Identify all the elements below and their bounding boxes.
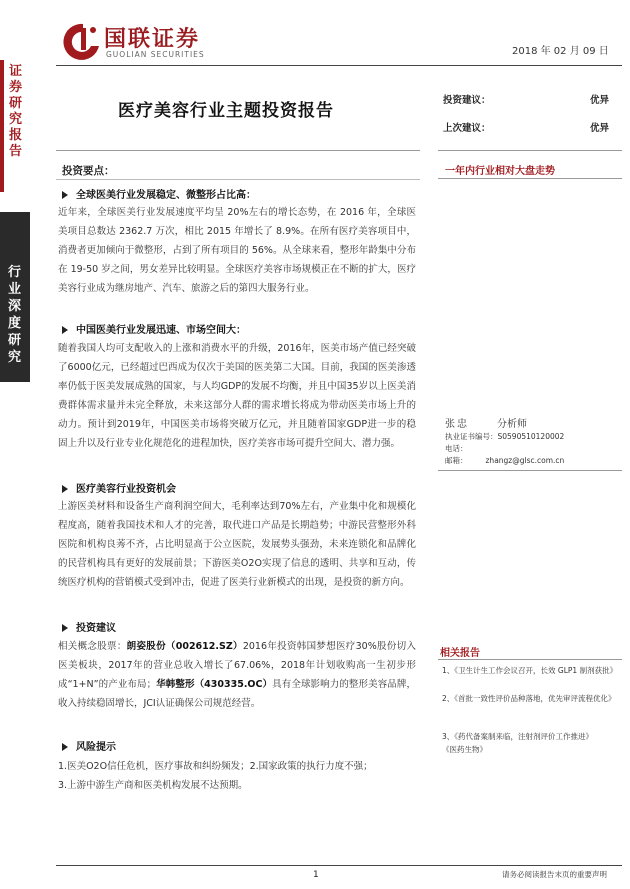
analyst-name: 张忠 [445, 419, 469, 430]
sidebar-report-type: 证券研究报告 [9, 64, 23, 159]
guolian-logo [63, 20, 103, 64]
analyst-email[interactable]: zhangz@glsc.com.cn [485, 456, 565, 465]
analyst-role: 分析师 [497, 419, 527, 430]
report-title: 医疗美容行业主题投资报告 [118, 101, 334, 121]
company-name-en: GUOLIAN SECURITIES [106, 50, 205, 59]
cert-number: S0590510120002 [497, 432, 565, 441]
related-report-item[interactable]: 1、《卫生计生工作会议召开，长效 GLP1 制剂获批》 [442, 666, 618, 675]
paragraph-investment-advice: 相关概念股票：朗姿股份（002612.SZ）2016年投资韩国梦想医疗30%股份切入医美板块，2017年的营业总收入增长了67.06%，2018年计划收购高一生初步形成“1+N”的产业布局；华韩整形（430335.OC）具有全球影响力的整形美容品牌，收入持续稳固增长，JCI认证确保公司规范经营。 [58, 641, 416, 709]
rating-value: 优异 [590, 95, 610, 106]
arrow-icon [62, 191, 68, 199]
related-report-item[interactable]: 3、《药代备案制来临，注射剂评价工作推进》 [442, 732, 594, 741]
heading-investment-opportunity: 医疗美容行业投资机会 [62, 480, 176, 495]
company-name: 国联证券 [104, 27, 201, 52]
page-number: 1 [313, 870, 319, 880]
paragraph-china-market: 随着我国人均可支配收入的上涨和消费水平的升级，2016年，医美市场产值已经突破了6000亿元，已经超过巴西成为仅次于美国的医美第二大国。目前，我国的医美渗透率仍低于医美发展成熟的国家，与人均GDP的发展不均衡，并且中国35岁以上医美消费群体需求量并未完全释放，未来这部分人群的需求增长将成为带动医美市场上升的动力。预计到2019年，中国医美市场将突破万亿元，并且随着国家GDP进一步的稳固上升以及行业专业化规范化的进程加快，医疗美容市场可提升空间大、潜力强。 [58, 343, 416, 449]
stock-huahan: 华韩整形（430335.OC） [156, 679, 273, 690]
email-label: 邮箱： [445, 456, 468, 465]
header-divider [56, 65, 622, 66]
heading-investment-advice: 投资建议 [62, 619, 116, 634]
rating-label: 投资建议： [443, 95, 491, 106]
arrow-icon [62, 624, 68, 632]
arrow-icon [62, 485, 68, 493]
meta-divider [438, 150, 622, 151]
analyst-info [445, 418, 564, 467]
chart-title-divider [438, 178, 622, 179]
arrow-icon [62, 326, 68, 334]
chart-area [438, 180, 622, 410]
related-report-item[interactable]: 2、《首批一致性评价品种落地，优先审评流程优化》 [442, 694, 616, 703]
footer-divider [56, 865, 622, 866]
chart-title: 一年内行业相对大盘走势 [445, 166, 555, 177]
key-points-label: 投资要点： [62, 165, 115, 177]
prev-rating-label: 上次建议： [443, 123, 491, 134]
arrow-icon [62, 743, 68, 751]
title-divider [56, 150, 420, 151]
footer-disclaimer: 请务必阅读报告末页的重要声明 [502, 870, 607, 879]
risk-line-1: 1.医美O2O信任危机，医疗事故和纠纷频发；2.国家政策的执行力度不强； [58, 761, 373, 772]
analyst-divider [438, 470, 622, 471]
stock-langzi: 朗姿股份（002612.SZ） [126, 641, 243, 652]
sidebar-accent [0, 60, 4, 192]
heading-global-market: 全球医美行业发展稳定、微整形占比高： [62, 186, 256, 201]
sidebar-section-label: 行业深度研究 [8, 265, 22, 365]
key-points-divider [56, 179, 420, 180]
heading-risk: 风险提示 [62, 738, 116, 753]
paragraph-investment-opportunity: 上游医美材料和设备生产商利润空间大，毛利率达到70%左右，产业集中化和规模化程度高，随着我国技术和人才的完善，取代进口产品是长期趋势；中游民营整形外科医院和机构良莠不齐，占比明显高于公立医院，发展势头强劲，未来连锁化和品牌化的民营机构具有更好的发展前景；下游医美O2O实现了信息的透明、共享和互动，传统医疗机构的营销模式受到冲击，促进了医美行业新模式的出现，是投资的新方向。 [58, 501, 416, 588]
risk-line-2: 3.上游中游生产商和医美机构发展不达预期。 [58, 780, 248, 791]
heading-china-market: 中国医美行业发展迅速、市场空间大： [62, 321, 246, 336]
report-date: 2018 年 02 月 09 日 [512, 46, 609, 57]
related-reports-title: 相关报告 [440, 648, 480, 659]
related-divider [438, 659, 622, 660]
phone-label: 电话： [445, 444, 468, 453]
cert-label: 执业证书编号： [445, 432, 498, 441]
paragraph-global-market: 近年来，全球医美行业发展速度平均呈 20%左右的增长态势，在 2016 年，全球医美项目总数达 2362.7 万次，相比 2015 年增长了 8.9%。在所有医疗美容项目中，消费者更加倾向于微整形，占到了所有项目的 56%。从全球来看，整形年龄集中分布在 19-50 岁之间，男女差异比较明显。全球医疗美容市场规模正在不断的扩大，医疗美容行业成为继房地产、汽车、旅游之后的第四大服务行业。 [58, 207, 416, 294]
prev-rating-value: 优异 [590, 123, 610, 134]
related-report-item[interactable]: 《医药生物》 [442, 745, 487, 754]
